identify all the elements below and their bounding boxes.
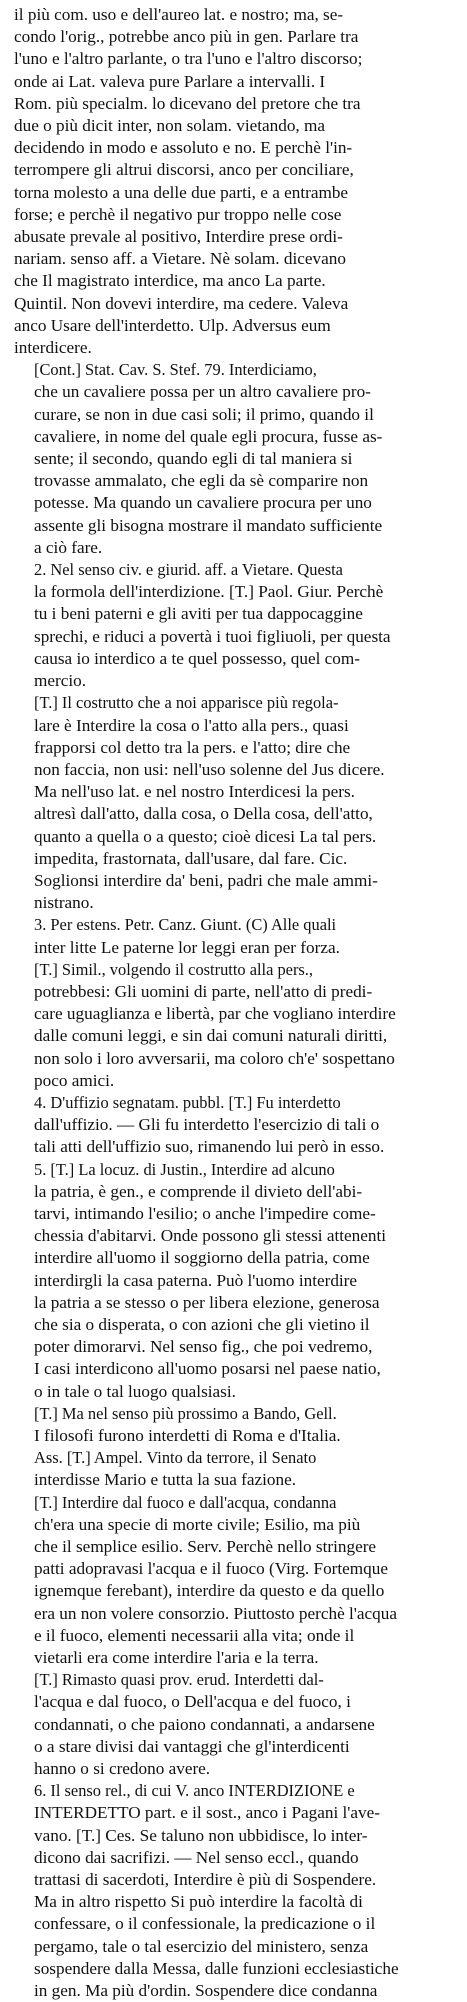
text-line: potrebbesi: Gli uomini di parte, nell'atto di predi- bbox=[34, 981, 373, 1001]
text-line: l'uno e l'altro parlante, o tra l'uno e l'altro discorso; bbox=[14, 49, 363, 69]
text-line: la formola dell'interdizione. [T.] Paol. Giur. Perchè bbox=[34, 582, 384, 602]
paragraph bbox=[14, 692, 455, 914]
text-line: impedita, frastornata, dall'usare, dal fare. Cic. bbox=[34, 848, 348, 868]
text-line: altresì dall'atto, dalla cosa, o Della cosa, dell'atto, bbox=[34, 804, 373, 824]
text-line: [T.] Rimasto quasi prov. erud. Interdetti dal- bbox=[34, 1670, 324, 1690]
paragraph bbox=[14, 1447, 455, 1491]
text-line: l'acqua e dal fuoco, o Dell'acqua e del fuoco, i bbox=[34, 1692, 351, 1712]
text-line: Quintil. Non dovevi interdire, ma cedere. Valeva bbox=[14, 293, 349, 313]
paragraph bbox=[14, 1159, 455, 1403]
text-line: [Cont.] Stat. Cav. S. Stef. 79. Interdiciamo, bbox=[34, 360, 317, 380]
text-line: ignemque ferebant), interdire da questo e da quello bbox=[34, 1581, 385, 1601]
text-line: sprechi, e riduci a povertà i tuoi figliuoli, per questa bbox=[34, 626, 391, 646]
text-line: decidendo in modo e assoluto e no. E perchè l'in- bbox=[14, 138, 353, 158]
text-line: condo l'orig., potrebbe anco più in gen. Parlare tra bbox=[14, 27, 359, 47]
text-line: Ass. [T.] Ampel. Vinto da terrore, il Senato bbox=[34, 1448, 317, 1468]
text-line: vano. [T.] Ces. Se taluno non ubbidisce, lo inter- bbox=[34, 1825, 368, 1845]
text-line: hanno o si credono avere. bbox=[34, 1759, 211, 1779]
text-line: abusate prevale al positivo, Interdire prese ordi- bbox=[14, 227, 343, 247]
text-line: quanto a quella o a questo; cioè dicesi La tal pers. bbox=[34, 826, 377, 846]
paragraph bbox=[14, 359, 455, 559]
text-line: cavaliere, in nome del quale egli procura, fusse as- bbox=[34, 426, 383, 446]
text-line: 4. D'uffizio segnatam. pubbl. [T.] Fu interdetto bbox=[34, 1092, 341, 1112]
text-line: due o più dicit inter, non solam. vietando, ma bbox=[14, 116, 326, 136]
text-line: inter litte Le paterne lor leggi eran per forza. bbox=[34, 937, 340, 957]
text-line: tali atti dell'uffizio suo, rimanendo lui però in esso. bbox=[34, 1137, 385, 1157]
paragraph bbox=[14, 1092, 455, 1159]
text-line: frapporsi col detto tra la pers. e l'atto; dire che bbox=[34, 737, 351, 757]
text-line: interdirgli la casa paterna. Può l'uomo interdire bbox=[34, 1270, 358, 1290]
text-line: causa io interdico a te quel possesso, quel com- bbox=[34, 648, 360, 668]
text-line: I casi interdicono all'uomo posarsi nel paese natio, bbox=[34, 1359, 381, 1379]
text-line: 6. Il senso rel., di cui V. anco INTERDIZIONE e bbox=[34, 1781, 355, 1801]
text-line: ch'era una specie di morte civile; Esilio, ma più bbox=[34, 1514, 361, 1534]
text-line: e il fuoco, elementi necessarii alla vita; onde il bbox=[34, 1625, 355, 1645]
paragraph bbox=[14, 959, 455, 1092]
text-line: nistrano. bbox=[34, 893, 94, 913]
text-line: dall'uffizio. — Gli fu interdetto l'esercizio di tali o bbox=[34, 1115, 380, 1135]
text-line: mercio. bbox=[34, 671, 87, 691]
text-line: potesse. Ma quando un cavaliere procura per uno bbox=[34, 493, 372, 513]
text-line: poter dimorarvi. Nel senso fig., che poi vedremo, bbox=[34, 1337, 373, 1357]
text-line: tarvi, intimando l'esilio; o anche l'impedire come- bbox=[34, 1203, 376, 1223]
text-line: poco amici. bbox=[34, 1070, 115, 1090]
text-line: trattasi di sacerdoti, Interdire è più di Sospendere. bbox=[34, 1870, 377, 1890]
text-line: chessia d'abitarvi. Onde possono gli stessi attenenti bbox=[34, 1226, 387, 1246]
text-line: era un non volere consorzio. Piuttosto perchè l'acqua bbox=[34, 1603, 397, 1623]
text-line: interdisse Mario e tutta la sua fazione. bbox=[34, 1470, 297, 1490]
text-line: care uguaglianza e libertà, par che vogliano interdire bbox=[34, 1004, 396, 1024]
text-line: sente; il secondo, quando egli di tal maniera si bbox=[34, 449, 353, 469]
text-line: non solo i loro avversarii, ma coloro ch'e' sospettano bbox=[34, 1048, 395, 1068]
text-line: non faccia, non usi: nell'uso solenne del Jus dicere. bbox=[34, 759, 385, 779]
text-line: [T.] Interdire dal fuoco e dall'acqua, condanna bbox=[34, 1492, 337, 1512]
text-line: assente gli bisogna mostrare il mandato sufficiente bbox=[34, 515, 383, 535]
text-line: che un cavaliere possa per un altro cavaliere pro- bbox=[34, 382, 371, 402]
text-line: dicono dai sacrifizi. — Nel senso eccl., quando bbox=[34, 1847, 359, 1867]
text-line: patti adopravasi l'acqua e il fuoco (Virg. Fortemque bbox=[34, 1559, 388, 1579]
text-line: torna molesto a una delle due parti, e a entrambe bbox=[14, 182, 349, 202]
text-line: Ma in altro rispetto Si può interdire la facoltà di bbox=[34, 1892, 363, 1912]
text-line: 2. Nel senso civ. e giurid. aff. a Vietare. Questa bbox=[34, 560, 343, 580]
text-line: INTERDETTO part. e il sost., anco i Pagani l'ave- bbox=[34, 1803, 380, 1823]
paragraph bbox=[14, 1403, 455, 1447]
text-line: o a stare divisi dai vantaggi che gl'interdicenti bbox=[34, 1736, 350, 1756]
text-line: terrompere gli altrui discorsi, anco per conciliare, bbox=[14, 160, 354, 180]
text-line: condannati, o che paiono condannati, a andarsene bbox=[34, 1714, 375, 1734]
text-line: a ciò fare. bbox=[34, 537, 103, 557]
paragraph bbox=[14, 1492, 455, 1670]
text-line: nariam. senso aff. a Vietare. Nè solam. dicevano bbox=[14, 249, 346, 269]
text-line: 5. [T.] La locuz. di Justin., Interdire ad alcuno bbox=[34, 1159, 335, 1179]
text-line: [T.] Il costrutto che a noi apparisce più regola- bbox=[34, 693, 339, 713]
text-line: anco Usare dell'interdetto. Ulp. Adversus eum bbox=[14, 315, 331, 335]
text-line: lare è Interdire la cosa o l'atto alla pers., quasi bbox=[34, 715, 349, 735]
text-line: tu i beni paterni e gli aviti per tua dappocaggine bbox=[34, 604, 363, 624]
text-line: Rom. più specialm. lo dicevano del pretore che tra bbox=[14, 93, 361, 113]
text-line: Soglionsi interdire da' beni, padri che male ammi- bbox=[34, 870, 378, 890]
text-line: la patria, è gen., e comprende il divieto dell'abi- bbox=[34, 1181, 363, 1201]
text-line: sospendere dalla Messa, dalle funzioni ecclesiastiche bbox=[34, 1958, 399, 1978]
text-line: forse; e perchè il negativo pur troppo nelle cose bbox=[14, 204, 342, 224]
text-line: il più com. uso e dell'aureo lat. e nostro; ma, se- bbox=[14, 5, 344, 24]
text-line: in gen. Ma più d'ordin. Sospendere dice condanna bbox=[34, 1981, 378, 2001]
text-line: curare, se non in due casi soli; il primo, quando il bbox=[34, 404, 374, 424]
paragraph bbox=[14, 4, 455, 359]
text-line: dalle comuni leggi, e sin dai comuni naturali diritti, bbox=[34, 1026, 388, 1046]
paragraph bbox=[14, 1780, 455, 2002]
text-line: che sia o disperata, o con azioni che gli vietino il bbox=[34, 1314, 370, 1334]
text-line: trovasse ammalato, che egli da sè comparire non bbox=[34, 471, 369, 491]
text-line: interdicere. bbox=[14, 338, 92, 358]
paragraph bbox=[14, 1669, 455, 1780]
paragraph bbox=[14, 559, 455, 692]
text-line: vietarli era come interdire l'aria e la terra. bbox=[34, 1648, 319, 1668]
text-line: 3. Per estens. Petr. Canz. Giunt. (C) Alle quali bbox=[34, 915, 337, 935]
text-line: che Il magistrato interdice, ma anco La parte. bbox=[14, 271, 326, 291]
text-line: [T.] Ma nel senso più prossimo a Bando, Gell. bbox=[34, 1403, 337, 1423]
text-line: Ma nell'uso lat. e nel nostro Interdicesi la pers. bbox=[34, 782, 355, 802]
text-line: o in tale o tal luogo qualsiasi. bbox=[34, 1381, 236, 1401]
text-line: [T.] Simil., volgendo il costrutto alla pers., bbox=[34, 959, 314, 979]
text-line: confessare, o il confessionale, la predicazione o il bbox=[34, 1914, 376, 1934]
text-line: pergamo, tale o tal esercizio del ministero, senza bbox=[34, 1936, 369, 1956]
text-line: interdire all'uomo il soggiorno della patria, come bbox=[34, 1248, 370, 1268]
text-line: I filosofi furono interdetti di Roma e d'Italia. bbox=[34, 1426, 341, 1445]
text-line: la patria a se stesso o per libera elezione, generosa bbox=[34, 1292, 380, 1312]
paragraph bbox=[14, 914, 455, 958]
text-line: che il semplice esilio. Serv. Perchè nello stringere bbox=[34, 1537, 377, 1557]
text-line: onde ai Lat. valeva pure Parlare a intervalli. I bbox=[14, 71, 326, 91]
